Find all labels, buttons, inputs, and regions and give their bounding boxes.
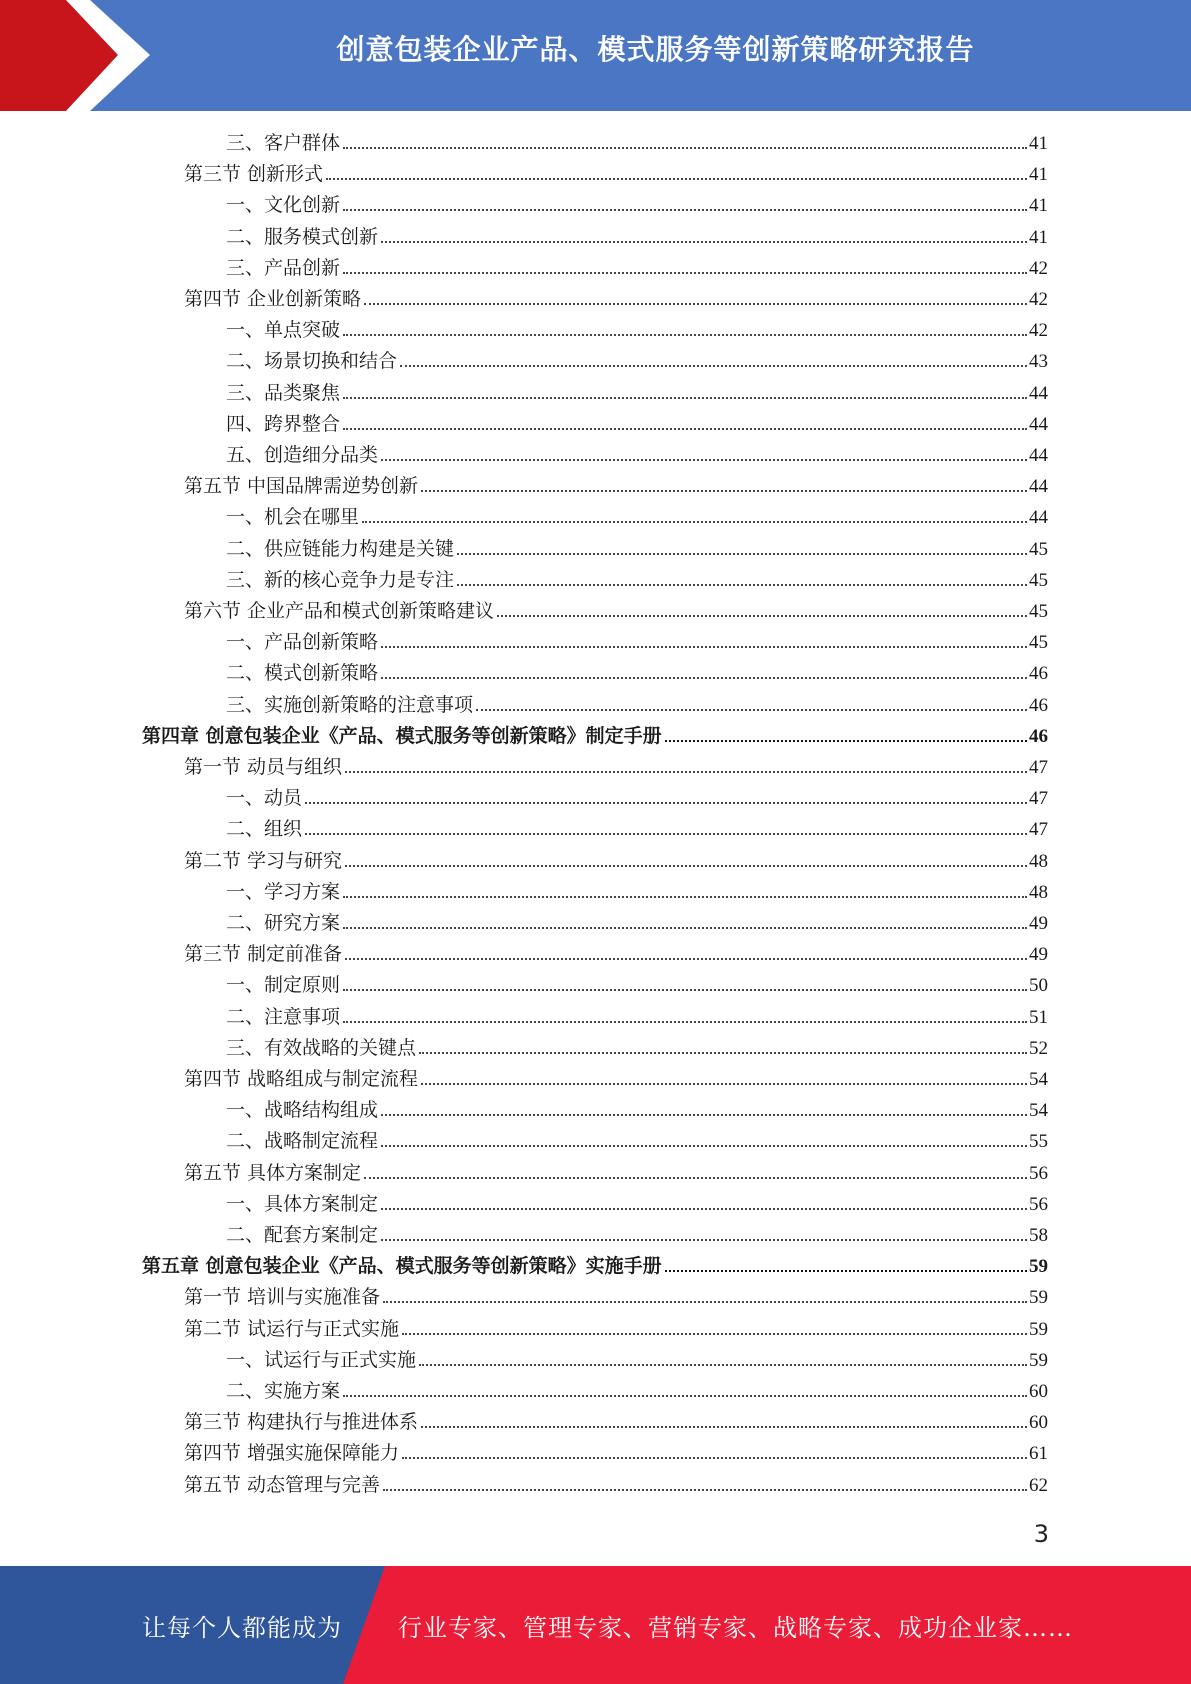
toc-dot-leader [364, 303, 1027, 305]
toc-dot-leader [381, 459, 1027, 461]
toc-entry-page: 56 [1029, 1162, 1048, 1184]
toc-chapter-row[interactable] [142, 721, 1048, 752]
toc-dot-leader [381, 1208, 1027, 1210]
toc-entry-page: 46 [1029, 663, 1048, 685]
footer-slogan-right: 行业专家、管理专家、营销专家、战略专家、成功企业家…… [398, 1614, 1073, 1642]
toc-entry-page: 61 [1029, 1443, 1048, 1465]
toc-entry-title: 一、学习方案 [226, 880, 341, 903]
toc-entry-page: 45 [1029, 538, 1048, 560]
toc-section-row[interactable] [184, 1438, 1048, 1469]
toc-dot-leader [421, 490, 1027, 492]
toc-section-row[interactable] [184, 159, 1048, 190]
toc-entry-title: 第五节 中国品牌需逆势创新 [184, 475, 419, 498]
toc-entry-title: 一、具体方案制定 [226, 1192, 379, 1215]
toc-entry-title: 三、产品创新 [226, 256, 341, 279]
toc-entry-page: 41 [1029, 226, 1048, 248]
toc-entry-title: 二、注意事项 [226, 1005, 341, 1028]
toc-entry-page: 45 [1029, 569, 1048, 591]
toc-subsection-row[interactable] [226, 222, 1048, 253]
toc-entry-title: 二、服务模式创新 [226, 225, 379, 248]
toc-entry-title: 第五节 动态管理与完善 [184, 1473, 381, 1496]
toc-dot-leader [381, 1114, 1027, 1116]
toc-subsection-row[interactable] [226, 128, 1048, 159]
toc-entry-title: 三、有效战略的关键点 [226, 1036, 417, 1059]
toc-dot-leader [345, 865, 1027, 867]
toc-entry-title: 三、品类聚焦 [226, 381, 341, 404]
toc-entry-title: 第四节 战略组成与制定流程 [184, 1068, 419, 1090]
toc-section-row[interactable] [184, 1470, 1048, 1501]
toc-entry-page: 44 [1029, 445, 1048, 466]
toc-entry-page: 62 [1029, 1474, 1048, 1496]
toc-entry-page: 45 [1029, 632, 1048, 654]
toc-subsection-row[interactable] [226, 502, 1048, 533]
toc-entry-title: 五、创造细分品类 [226, 444, 379, 466]
toc-dot-leader [457, 553, 1027, 555]
toc-subsection-row[interactable] [226, 1126, 1048, 1157]
toc-entry-page: 44 [1029, 476, 1048, 498]
toc-entry-title: 一、动员 [226, 787, 303, 810]
toc-entry-page: 49 [1029, 944, 1048, 966]
toc-entry-title: 二、供应链能力构建是关键 [226, 537, 455, 560]
toc-entry-page: 47 [1029, 788, 1048, 810]
toc-entry-title: 第三节 创新形式 [184, 163, 324, 186]
toc-dot-leader [343, 989, 1027, 991]
toc-subsection-row[interactable] [226, 190, 1048, 221]
toc-subsection-row[interactable] [226, 1189, 1048, 1220]
toc-entry-title: 第四节 增强实施保障能力 [184, 1442, 400, 1465]
toc-chapter-row[interactable] [142, 1251, 1048, 1282]
toc-entry-title: 第一节 动员与组织 [184, 756, 343, 778]
toc-entry-page: 56 [1029, 1193, 1048, 1215]
toc-dot-leader [381, 646, 1027, 648]
toc-subsection-row[interactable] [226, 346, 1048, 377]
toc-entry-page: 41 [1029, 195, 1048, 217]
toc-entry-page: 45 [1029, 601, 1048, 622]
toc-dot-leader [665, 1270, 1027, 1272]
toc-dot-leader [345, 958, 1027, 960]
toc-subsection-row[interactable] [226, 877, 1048, 908]
toc-entry-page: 44 [1029, 382, 1048, 404]
toc-section-row[interactable] [184, 939, 1048, 970]
toc-dot-leader [381, 1145, 1027, 1147]
toc-entry-page: 42 [1029, 320, 1048, 342]
toc-entry-page: 42 [1029, 289, 1048, 310]
toc-dot-leader [497, 615, 1027, 617]
toc-dot-leader [419, 1364, 1027, 1366]
toc-entry-title: 第一节 培训与实施准备 [184, 1286, 381, 1309]
toc-entry-title: 二、模式创新策略 [226, 662, 379, 685]
toc-entry-title: 三、实施创新策略的注意事项 [226, 693, 474, 716]
toc-dot-leader [476, 709, 1027, 711]
page-header [0, 0, 1191, 111]
toc-section-row[interactable] [184, 284, 1048, 315]
toc-entry-title: 第五章 创意包装企业《产品、模式服务等创新策略》实施手册 [142, 1255, 662, 1278]
toc-entry-title: 一、产品创新策略 [226, 631, 379, 654]
toc-entry-title: 二、战略制定流程 [226, 1130, 379, 1153]
toc-subsection-row[interactable] [226, 658, 1048, 689]
toc-subsection-row[interactable] [226, 1002, 1048, 1033]
toc-dot-leader [343, 927, 1027, 929]
page-number: 3 [1033, 1520, 1049, 1548]
toc-entry-title: 一、试运行与正式实施 [226, 1348, 417, 1371]
toc-entry-title: 一、单点突破 [226, 319, 341, 342]
toc-dot-leader [362, 521, 1027, 523]
toc-subsection-row[interactable] [226, 378, 1048, 409]
toc-dot-leader [381, 241, 1027, 243]
toc-subsection-row[interactable] [226, 908, 1048, 939]
toc-subsection-row[interactable] [226, 409, 1048, 440]
toc-section-row[interactable] [184, 846, 1048, 877]
toc-entry-title: 第四节 企业创新策略 [184, 288, 362, 310]
toc-entry-page: 43 [1029, 351, 1048, 373]
toc-subsection-row[interactable] [226, 565, 1048, 596]
toc-entry-page: 52 [1029, 1037, 1048, 1059]
toc-dot-leader [402, 1457, 1027, 1459]
toc-dot-leader [305, 802, 1027, 804]
toc-section-row[interactable] [184, 1407, 1048, 1438]
toc-dot-leader [419, 1052, 1027, 1054]
toc-dot-leader [326, 178, 1027, 180]
toc-section-row[interactable] [184, 471, 1048, 502]
toc-entry-page: 44 [1029, 413, 1048, 435]
toc-entry-page: 60 [1029, 1412, 1048, 1434]
toc-entry-page: 47 [1029, 819, 1048, 841]
toc-dot-leader [400, 365, 1027, 367]
toc-section-row[interactable] [184, 1064, 1048, 1095]
toc-dot-leader [343, 147, 1027, 149]
toc-entry-title: 二、研究方案 [226, 912, 341, 934]
toc-subsection-row[interactable] [226, 1345, 1048, 1376]
toc-dot-leader [345, 771, 1027, 773]
toc-section-row[interactable] [184, 752, 1048, 783]
toc-dot-leader [381, 1239, 1027, 1241]
toc-dot-leader [343, 272, 1027, 274]
toc-entry-title: 第二节 学习与研究 [184, 849, 343, 872]
toc-entry-page: 48 [1029, 850, 1048, 872]
toc-entry-title: 第五节 具体方案制定 [184, 1161, 362, 1184]
toc-dot-leader [457, 584, 1027, 586]
toc-entry-page: 41 [1029, 133, 1048, 154]
toc-dot-leader [343, 397, 1027, 399]
toc-dot-leader [421, 1083, 1027, 1085]
toc-entry-page: 59 [1029, 1318, 1048, 1340]
toc-subsection-row[interactable] [226, 253, 1048, 284]
toc-entry-title: 二、组织 [226, 818, 303, 841]
toc-entry-page: 55 [1029, 1131, 1048, 1153]
toc-entry-title: 第三节 制定前准备 [184, 943, 343, 966]
toc-subsection-row[interactable] [226, 814, 1048, 845]
toc-entry-title: 第六节 企业产品和模式创新策略建议 [184, 600, 495, 622]
toc-entry-page: 48 [1029, 881, 1048, 903]
toc-subsection-row[interactable] [226, 690, 1048, 721]
toc-dot-leader [343, 334, 1027, 336]
toc-entry-page: 50 [1029, 975, 1048, 997]
toc-entry-title: 一、战略结构组成 [226, 1099, 379, 1122]
toc-entry-page: 49 [1029, 913, 1048, 934]
toc-dot-leader [343, 1395, 1027, 1397]
toc-entry-page: 59 [1029, 1349, 1048, 1371]
toc-subsection-row[interactable] [226, 440, 1048, 471]
toc-dot-leader [665, 740, 1027, 742]
toc-subsection-row[interactable] [226, 534, 1048, 565]
toc-section-row[interactable] [184, 1314, 1048, 1345]
toc-dot-leader [305, 833, 1027, 835]
toc-dot-leader [343, 209, 1027, 211]
toc-subsection-row[interactable] [226, 783, 1048, 814]
toc-entry-page: 51 [1029, 1006, 1048, 1028]
toc-subsection-row[interactable] [226, 970, 1048, 1001]
toc-subsection-row[interactable] [226, 1376, 1048, 1407]
header-title: 创意包装企业产品、模式服务等创新策略研究报告 [336, 33, 975, 66]
toc-dot-leader [421, 1426, 1027, 1428]
toc-dot-leader [364, 1177, 1027, 1179]
toc-entry-title: 一、机会在哪里 [226, 506, 360, 529]
toc-entry-page: 46 [1029, 725, 1048, 747]
toc-entry-page: 58 [1029, 1225, 1048, 1246]
toc-section-row[interactable] [184, 1158, 1048, 1189]
toc-subsection-row[interactable] [226, 1220, 1048, 1251]
toc-dot-leader [402, 1333, 1027, 1335]
toc-section-row[interactable] [184, 1282, 1048, 1313]
toc-entry-page: 44 [1029, 507, 1048, 529]
toc-entry-page: 59 [1029, 1287, 1048, 1309]
toc-dot-leader [383, 1301, 1027, 1303]
toc-subsection-row[interactable] [226, 1095, 1048, 1126]
page-footer [0, 1566, 1191, 1684]
toc-entry-title: 二、配套方案制定 [226, 1224, 379, 1246]
toc-entry-title: 一、文化创新 [226, 194, 341, 217]
toc-entry-page: 59 [1029, 1256, 1048, 1278]
toc-entry-title: 二、实施方案 [226, 1380, 341, 1402]
toc-entry-page: 41 [1029, 164, 1048, 186]
toc-entry-page: 54 [1029, 1069, 1048, 1090]
toc-entry-title: 第四章 创意包装企业《产品、模式服务等创新策略》制定手册 [142, 724, 662, 747]
toc-dot-leader [343, 428, 1027, 430]
toc-entry-title: 三、客户群体 [226, 132, 341, 154]
toc-entry-title: 二、场景切换和结合 [226, 350, 398, 373]
toc-entry-title: 三、新的核心竞争力是专注 [226, 568, 455, 591]
toc-entry-title: 一、制定原则 [226, 974, 341, 997]
toc-entry-title: 四、跨界整合 [226, 412, 341, 435]
toc-subsection-row[interactable] [226, 627, 1048, 658]
toc-section-row[interactable] [184, 596, 1048, 627]
toc-subsection-row[interactable] [226, 315, 1048, 346]
toc-entry-page: 60 [1029, 1381, 1048, 1402]
toc-entry-page: 47 [1029, 757, 1048, 778]
toc-entry-page: 42 [1029, 257, 1048, 279]
footer-slogan-left: 让每个人都能成为 [142, 1614, 342, 1642]
toc-entry-title: 第二节 试运行与正式实施 [184, 1317, 400, 1340]
toc-subsection-row[interactable] [226, 1033, 1048, 1064]
toc-dot-leader [343, 896, 1027, 898]
toc-dot-leader [383, 1489, 1027, 1491]
toc-dot-leader [343, 1021, 1027, 1023]
header-arrow-decoration [0, 0, 160, 111]
toc-entry-title: 第三节 构建执行与推进体系 [184, 1411, 419, 1434]
toc-entry-page: 46 [1029, 694, 1048, 716]
toc-entry-page: 54 [1029, 1100, 1048, 1122]
toc-dot-leader [381, 677, 1027, 679]
